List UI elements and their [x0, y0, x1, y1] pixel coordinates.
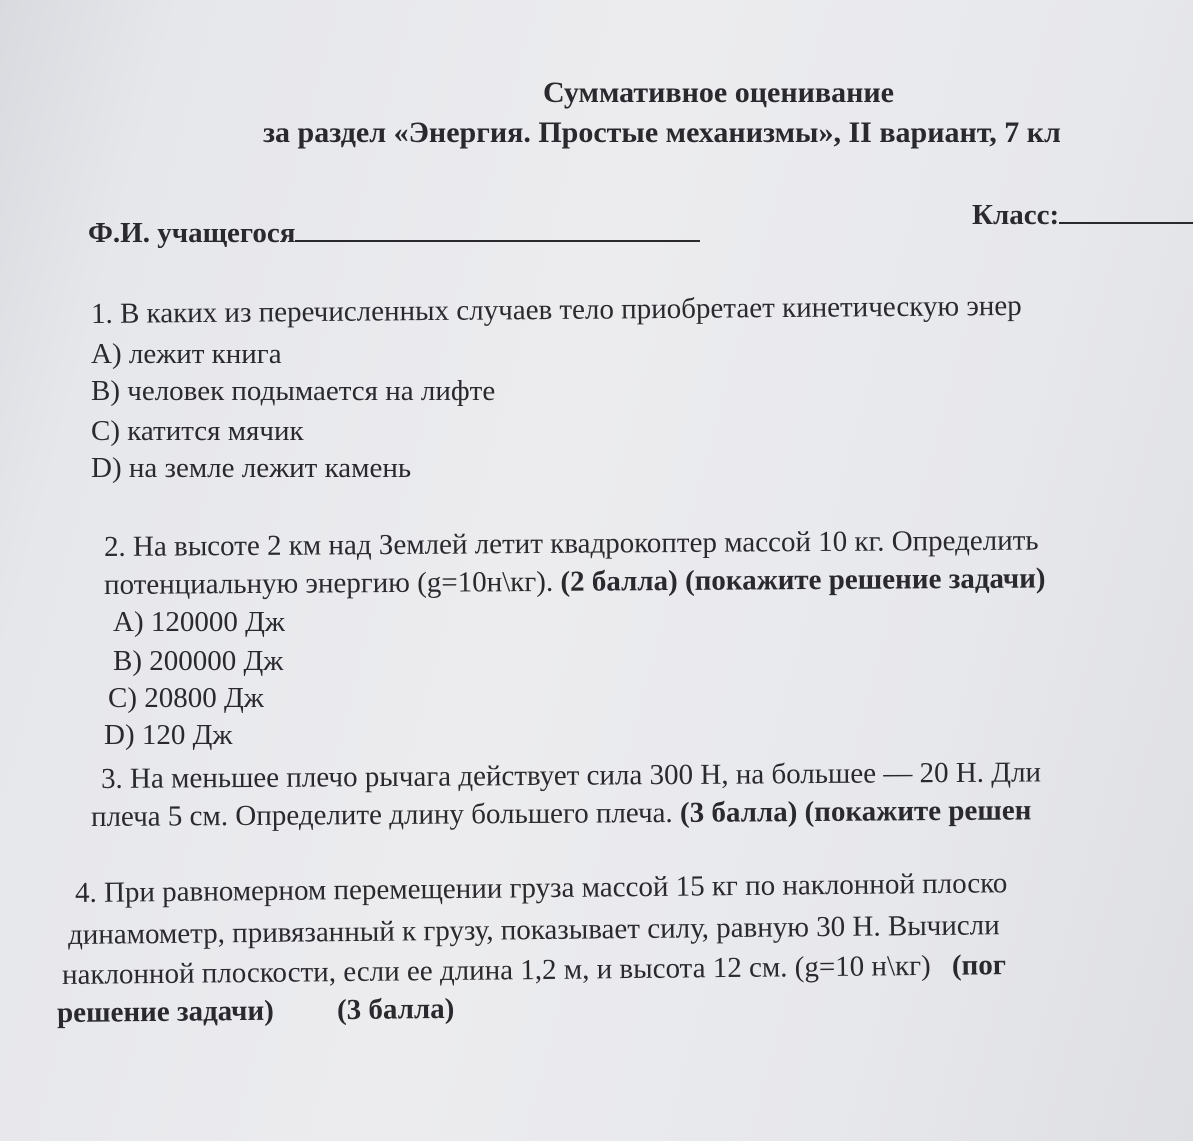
student-name-blank [295, 236, 700, 242]
question-1-option-b: B) человек подымается на лифте [91, 375, 496, 407]
class-field [972, 198, 1193, 232]
question-4-line-4 [57, 992, 455, 1030]
question-2-option-a: A) 120000 Дж [113, 606, 285, 638]
question-2-line-1: 2. На высоте 2 км над Землей летит квадрокоптер массой 10 кг. Определить [103, 524, 1039, 563]
question-2-option-d: D) 120 Дж [104, 719, 233, 751]
title-line-1: Суммативное оценивание [543, 76, 894, 109]
question-4-line-2: динамометр, привязанный к грузу, показывает силу, равную 30 Н. Вычисли [67, 909, 1000, 951]
question-4-line-3 [62, 948, 1006, 992]
question-2-option-b: B) 200000 Дж [113, 645, 284, 677]
student-name-field [88, 216, 700, 250]
question-4-instruction: (пог [951, 949, 1007, 982]
question-2-points: (2 балла) (покажите решение задачи) [560, 562, 1046, 598]
question-4-text: наклонной плоскости, если ее длина 1,2 м, и высота 12 см. (g=10 н\кг) [61, 949, 931, 991]
question-3-line-2 [91, 793, 1032, 834]
question-4-instruction-end: решение задачи) [56, 994, 274, 1029]
question-1-text: 1. В каких из перечисленных случаев тело приобретает кинетическую энер [90, 289, 1022, 330]
question-2-text: потенциальную энергию (g=10н\кг). [103, 565, 554, 601]
question-3-points: (3 балла) (покажите решен [679, 794, 1032, 829]
question-2-line-2 [104, 561, 1046, 602]
question-3-line-1: 3. На меньшее плечо рычага действует сила 300 Н, на большее — 20 Н. Дли [100, 756, 1042, 795]
question-1-option-c: C) катится мячик [91, 415, 304, 447]
question-4-line-1: 4. При равномерном перемещении груза массой 15 кг по наклонной плоско [74, 867, 1008, 909]
question-2-option-c: C) 20800 Дж [108, 682, 264, 714]
question-1-option-a: A) лежит книга [91, 338, 282, 370]
question-3-text: плеча 5 см. Определите длину большего плеча. [90, 796, 673, 833]
class-label: Класс: [972, 199, 1060, 231]
question-1-option-d: D) на земле лежит камень [91, 452, 412, 484]
question-4-points: (3 балла) [336, 992, 455, 1027]
title-line-2: за раздел «Энергия. Простые механизмы», II вариант, 7 кл [263, 116, 1061, 149]
class-blank [1059, 218, 1193, 224]
student-name-label: Ф.И. учащегося [88, 217, 296, 249]
